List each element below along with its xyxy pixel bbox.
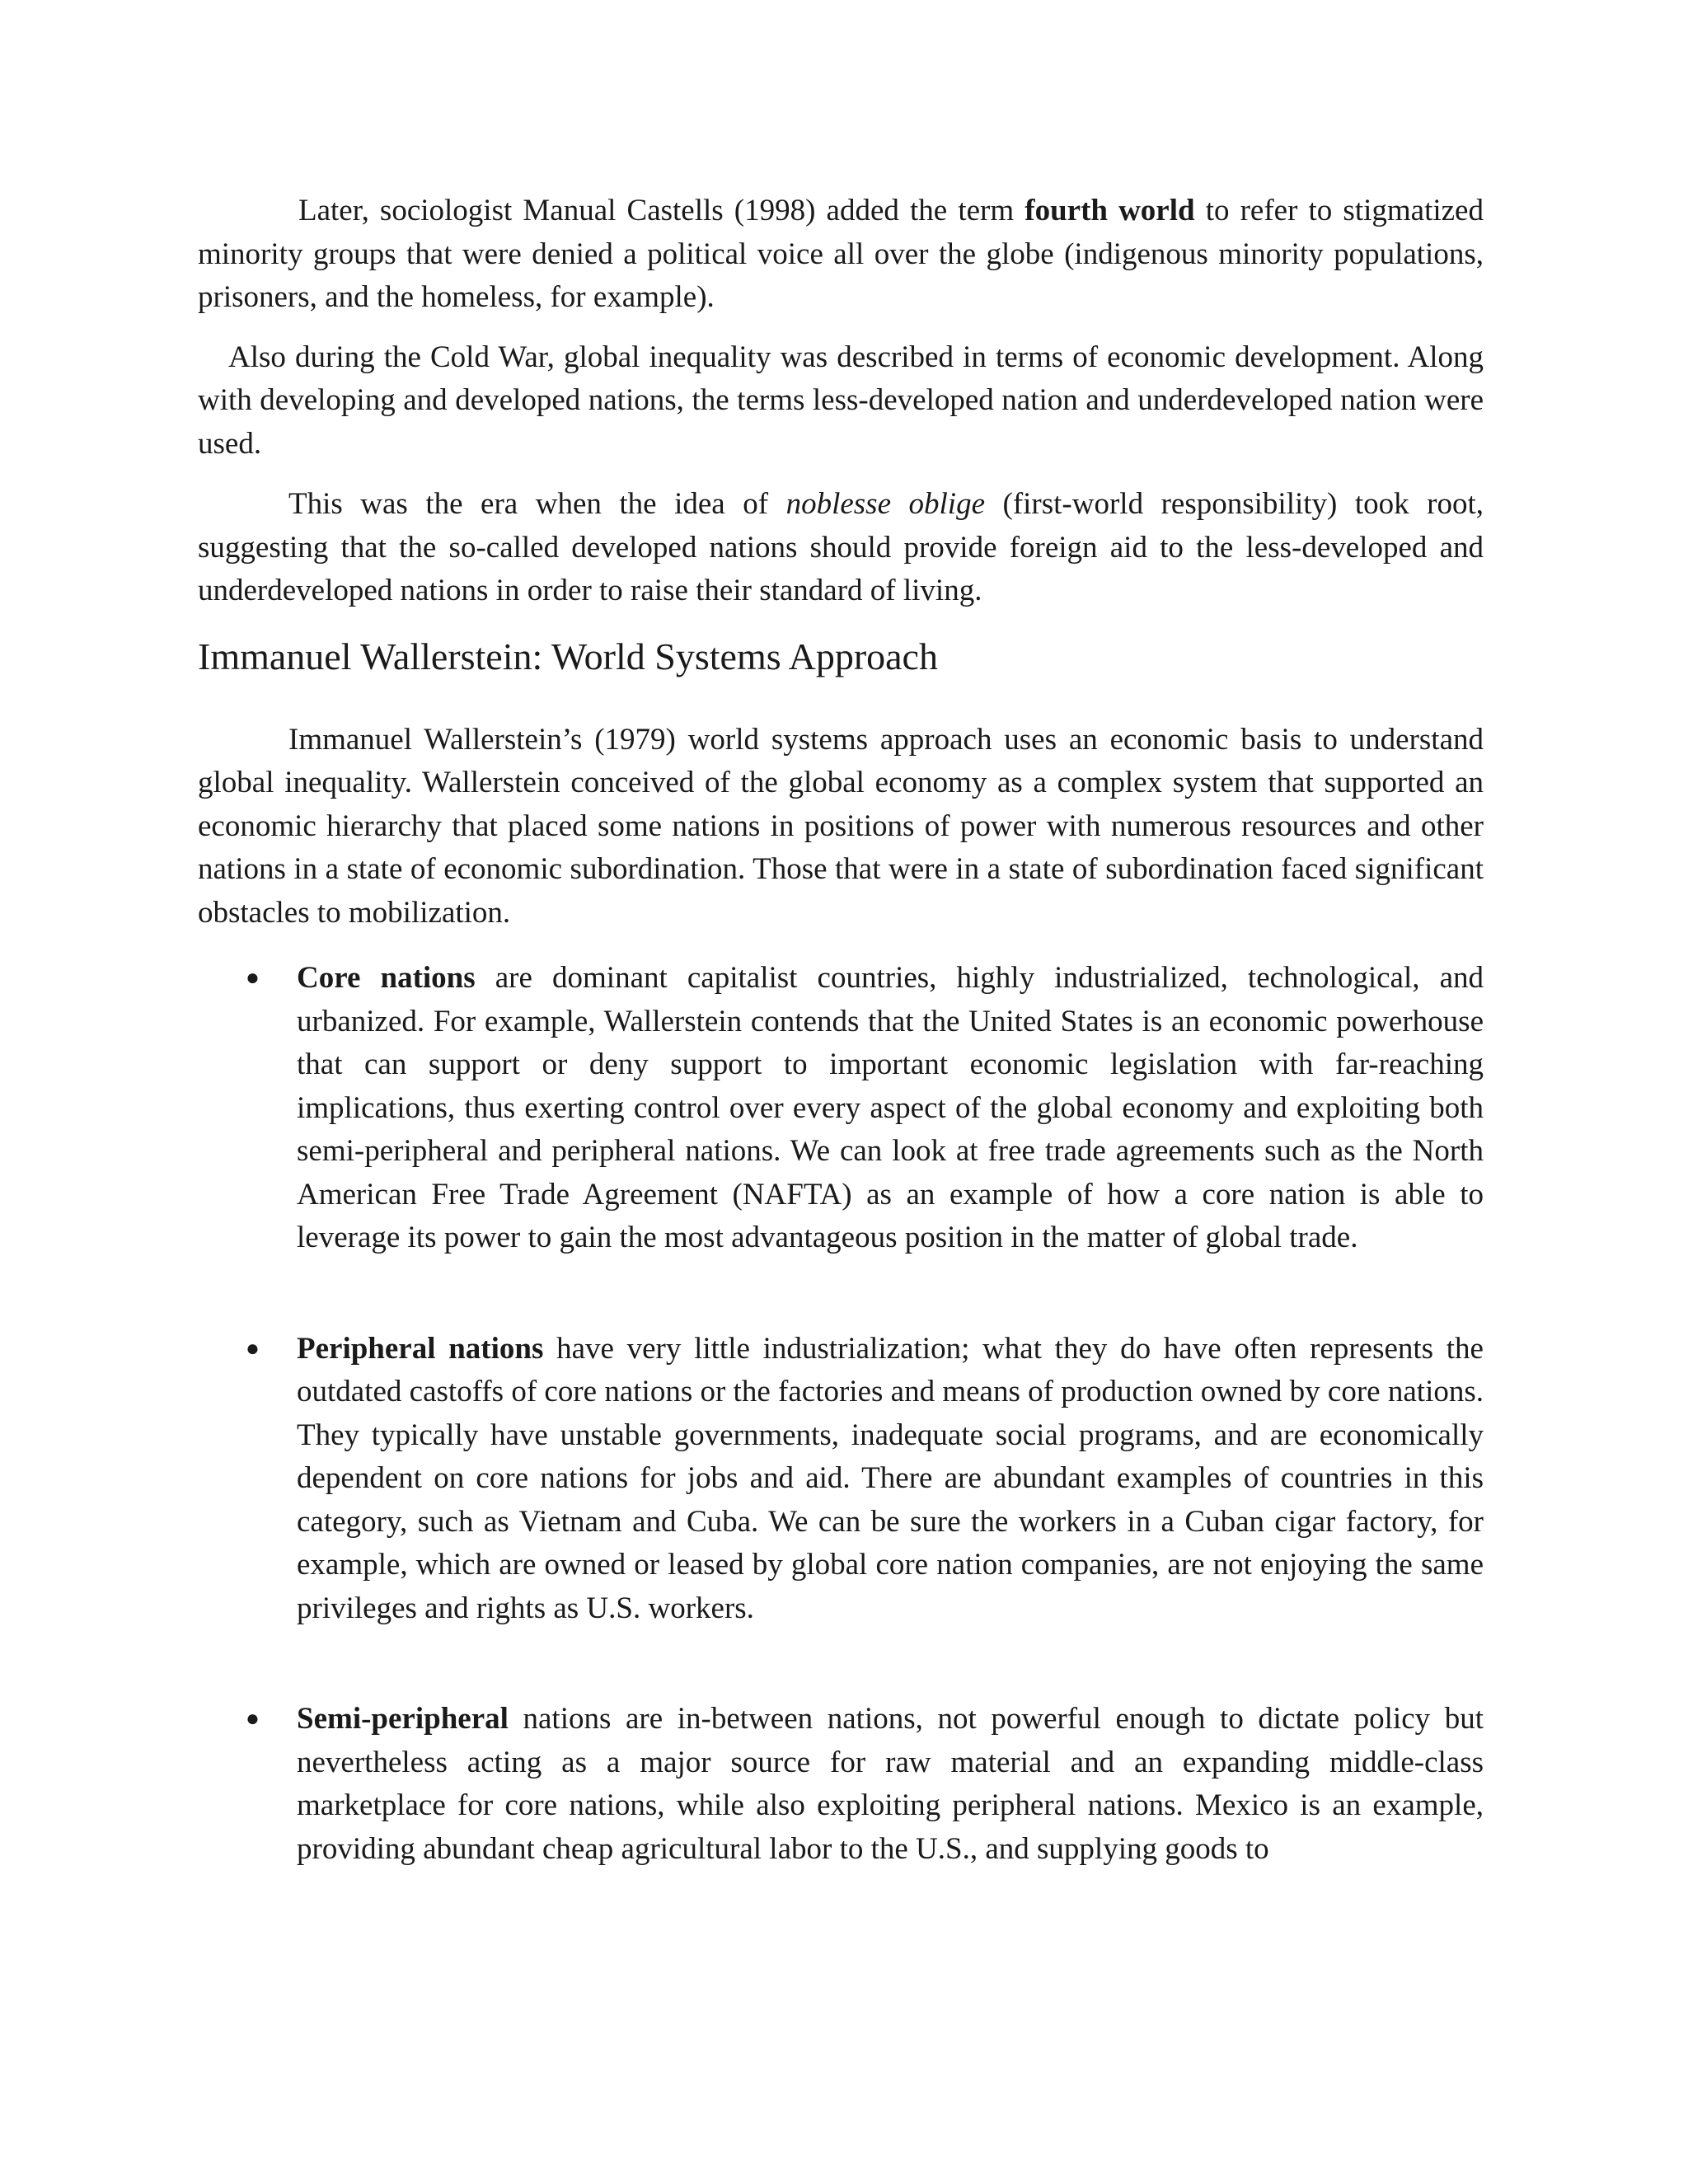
term-peripheral-nations: Peripheral nations: [297, 1331, 544, 1366]
term-noblesse-oblige: noblesse oblige: [785, 487, 985, 521]
bullet-icon: ●: [246, 1706, 260, 1732]
nation-types-list: [198, 957, 1484, 1871]
list-item-text: nations are in-between nations, not powerful enough to dictate policy but nevertheless acting as a major source for raw material and an expanding middle-class marketplace for core nations, while also exploiting peripheral nations. Mexico is an example, providing abundant cheap agricultural labor to the U.S., and supplying goods to: [297, 1702, 1484, 1866]
paragraph-cold-war: [198, 336, 1484, 466]
paragraph-noblesse-oblige: [198, 483, 1484, 613]
term-semi-peripheral: Semi-peripheral: [297, 1702, 509, 1736]
term-fourth-world: fourth world: [1025, 194, 1195, 227]
paragraph-text: Also during the Cold War, global inequality was described in terms of economic development. Along with developing and developed nations, the terms less-developed nation and underdeveloped nation were used.: [198, 340, 1484, 461]
paragraph-text: Immanuel Wallerstein’s (1979) world systems approach uses an economic basis to understand global inequality. Wallerstein conceived of the global economy as a complex system that supported an economic hierarchy that placed some nations in positions of power with numerous resources and other nations in a state of economic subordination. Those that were in a state of subordination faced significant obstacles to mobilization.: [198, 722, 1484, 930]
list-item-text: have very little industrialization; what they do have often represents the outdated castoffs of core nations or the factories and means of production owned by core nations. They typically have unstable governments, inadequate social programs, and are economically dependent on core nations for jobs and aid. There are abundant examples of countries in this category, such as Vietnam and Cuba. We can be sure the workers in a Cuban cigar factory, for example, which are owned or leased by global core nation companies, are not enjoying the same privileges and rights as U.S. workers.: [297, 1331, 1484, 1625]
bullet-icon: ●: [246, 965, 260, 991]
list-item-semi-peripheral: [198, 1698, 1484, 1871]
paragraph-fourth-world: [198, 190, 1484, 320]
list-item-text: are dominant capitalist countries, highly industrialized, technological, and urbanized. For example, Wallerstein contends that the United States is an economic powerhouse that can support or deny support to important economic legislation with far-reaching implications, thus exerting control over every aspect of the global economy and exploiting both semi-peripheral and peripheral nations. We can look at free trade agreements such as the North American Free Trade Agreement (NAFTA) as an example of how a core nation is able to leverage its power to gain the most advantageous position in the matter of global trade.: [297, 961, 1484, 1254]
term-core-nations: Core nations: [297, 961, 476, 995]
section-heading: Immanuel Wallerstein: World Systems Approach: [198, 635, 938, 677]
list-item-peripheral-nations: [198, 1328, 1484, 1631]
paragraph-text: This was the era when the idea of: [288, 487, 786, 521]
paragraph-text: (first-world responsibility) took root, suggesting that the so-called developed nations should provide foreign aid to the less-developed and underdeveloped nations in order to raise their standard of living.: [198, 487, 1484, 607]
paragraph-text: Later, sociologist Manual Castells (1998) added the term: [298, 194, 1025, 227]
document-page: [198, 190, 1484, 1871]
paragraph-world-systems: [198, 719, 1484, 935]
bullet-icon: ●: [246, 1335, 260, 1361]
paragraph-text: to refer to stigmatized minority groups that were denied a political voice all over the globe (indigenous minority populations, prisoners, and the homeless, for example).: [198, 194, 1484, 314]
list-item-core-nations: [198, 957, 1484, 1260]
